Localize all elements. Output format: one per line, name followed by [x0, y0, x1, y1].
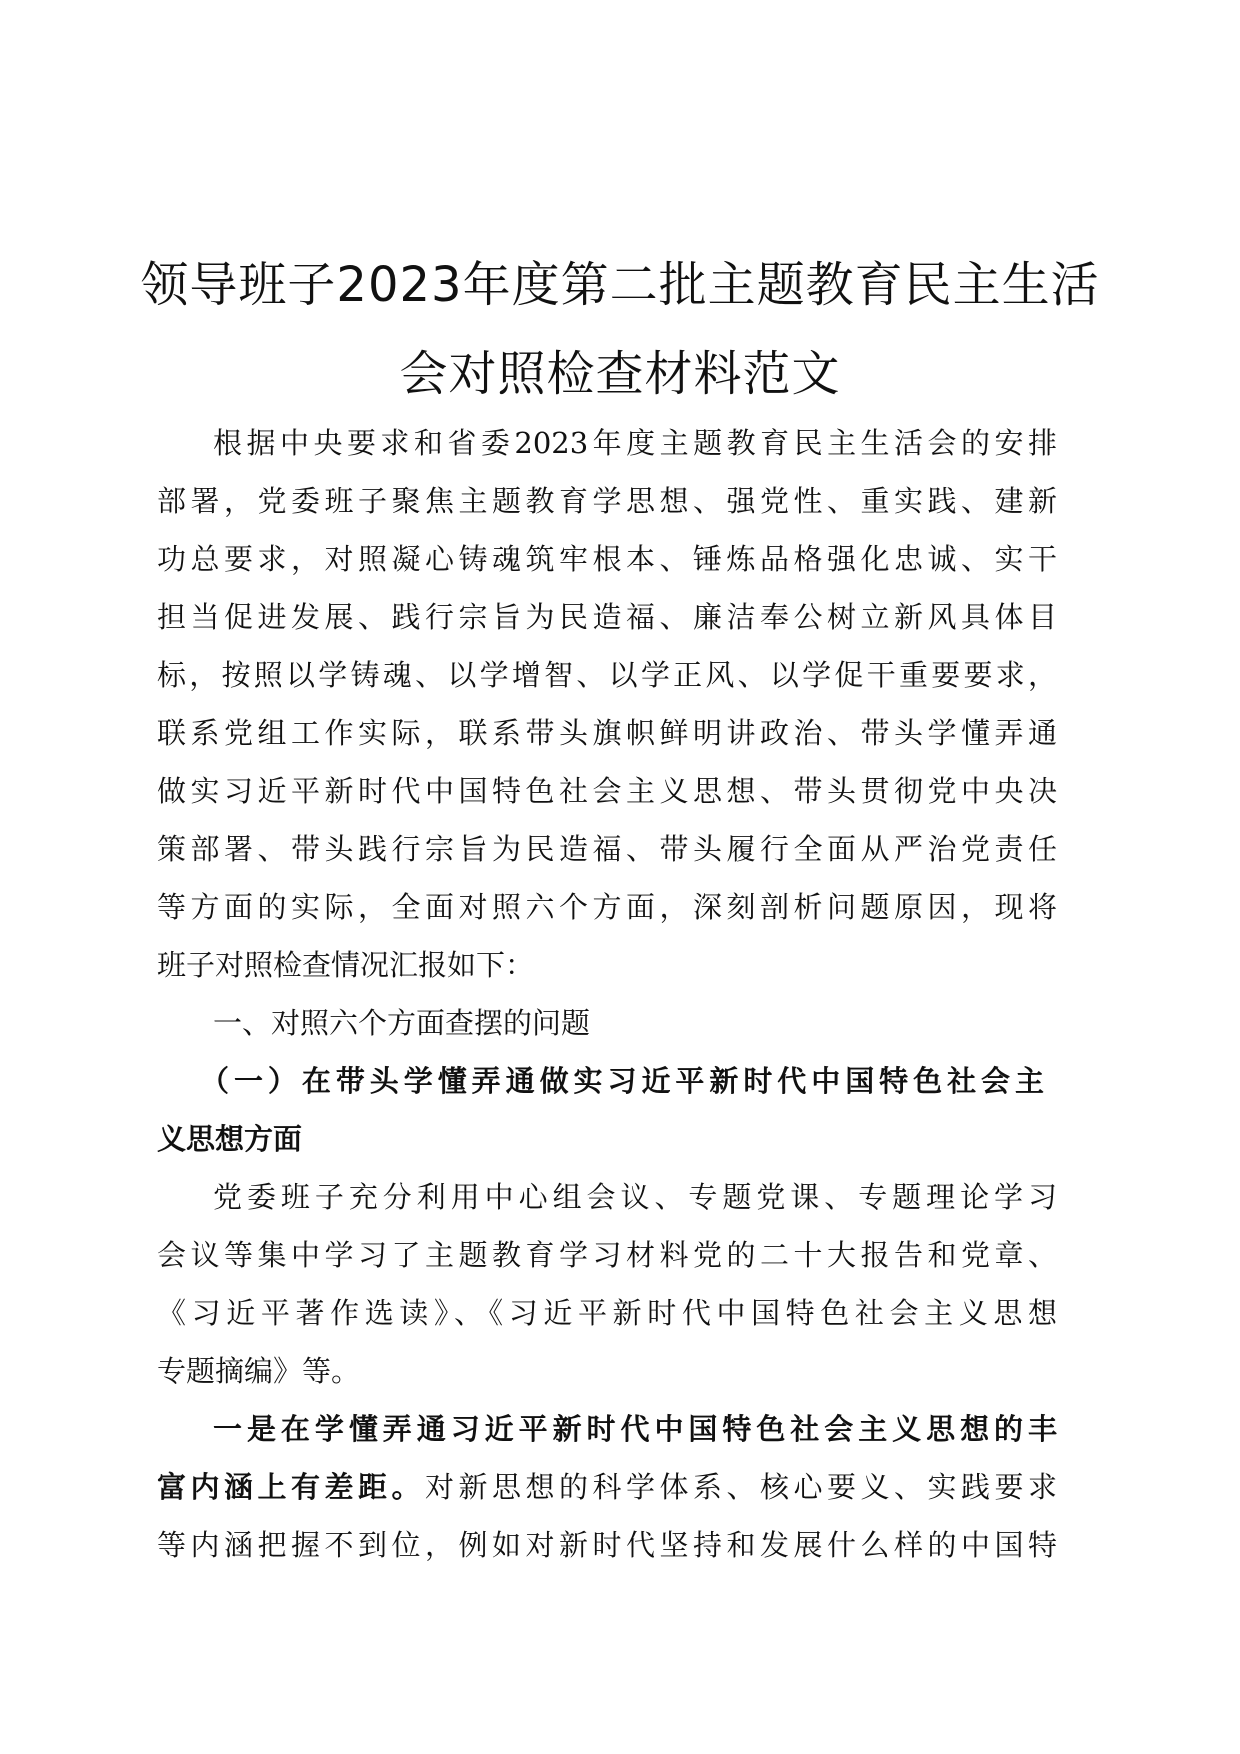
body-text-line	[157, 945, 1057, 985]
text-segment: 专题摘编》等。	[157, 1354, 361, 1388]
text-segment: 根据中央要求和省委2023年度主题教育民主生活会的安排	[213, 426, 1057, 460]
body-text-line	[200, 1061, 1044, 1101]
text-segment: 《习近平著作选读》、《习近平新时代中国特色社会主义思想	[157, 1296, 1057, 1330]
text-segment: 标，按照以学铸魂、以学增智、以学正风、以学促干重要要求，	[157, 658, 1057, 692]
body-text-line	[157, 597, 1057, 637]
body-text-line	[157, 829, 1057, 869]
text-segment: 义思想方面	[157, 1122, 303, 1156]
document-title-line-1: 领导班子2023年度第二批主题教育民主生活	[140, 257, 1100, 313]
bold-text-segment: 富内涵上有差距。	[157, 1470, 425, 1504]
text-segment: 功总要求，对照凝心铸魂筑牢根本、锤炼品格强化忠诚、实干	[157, 542, 1057, 576]
body-text-line	[157, 771, 1057, 811]
body-text-line	[213, 1003, 1057, 1043]
body-text-line	[157, 1351, 1057, 1391]
body-text-line	[157, 887, 1057, 927]
body-text-line	[213, 423, 1057, 463]
text-segment: 等内涵把握不到位，例如对新时代坚持和发展什么样的中国特	[157, 1528, 1057, 1562]
body-text-line	[157, 655, 1057, 695]
body-text-line	[157, 481, 1057, 521]
text-segment: 会议等集中学习了主题教育学习材料党的二十大报告和党章、	[157, 1238, 1057, 1272]
text-segment: 等方面的实际，全面对照六个方面，深刻剖析问题原因，现将	[157, 890, 1057, 924]
text-segment: 部署，党委班子聚焦主题教育学思想、强党性、重实践、建新	[157, 484, 1057, 518]
body-text-line	[157, 1235, 1057, 1275]
text-segment: （一）在带头学懂弄通做实习近平新时代中国特色社会主	[200, 1064, 1044, 1098]
text-segment: 策部署、带头践行宗旨为民造福、带头履行全面从严治党责任	[157, 832, 1057, 866]
text-segment: 一、对照六个方面查摆的问题	[213, 1006, 591, 1040]
text-segment: 担当促进发展、践行宗旨为民造福、廉洁奉公树立新风具体目	[157, 600, 1057, 634]
text-segment: 班子对照检查情况汇报如下：	[157, 948, 535, 982]
body-text-line	[157, 1293, 1057, 1333]
body-text-line	[157, 1525, 1057, 1565]
text-segment: 联系党组工作实际，联系带头旗帜鲜明讲政治、带头学懂弄通	[157, 716, 1057, 750]
body-text-line	[213, 1409, 1057, 1449]
text-segment: 对新思想的科学体系、核心要义、实践要求	[425, 1470, 1057, 1504]
body-text-line	[157, 1467, 1057, 1507]
body-text-line	[157, 1119, 1057, 1159]
document-title-line-2: 会对照检查材料范文	[399, 346, 841, 402]
body-text-line	[213, 1177, 1057, 1217]
text-segment: 做实习近平新时代中国特色社会主义思想、带头贯彻党中央决	[157, 774, 1057, 808]
text-segment: 党委班子充分利用中心组会议、专题党课、专题理论学习	[213, 1180, 1057, 1214]
body-text-line	[157, 713, 1057, 753]
text-segment: 一是在学懂弄通习近平新时代中国特色社会主义思想的丰	[213, 1412, 1057, 1446]
body-text-line	[157, 539, 1057, 579]
